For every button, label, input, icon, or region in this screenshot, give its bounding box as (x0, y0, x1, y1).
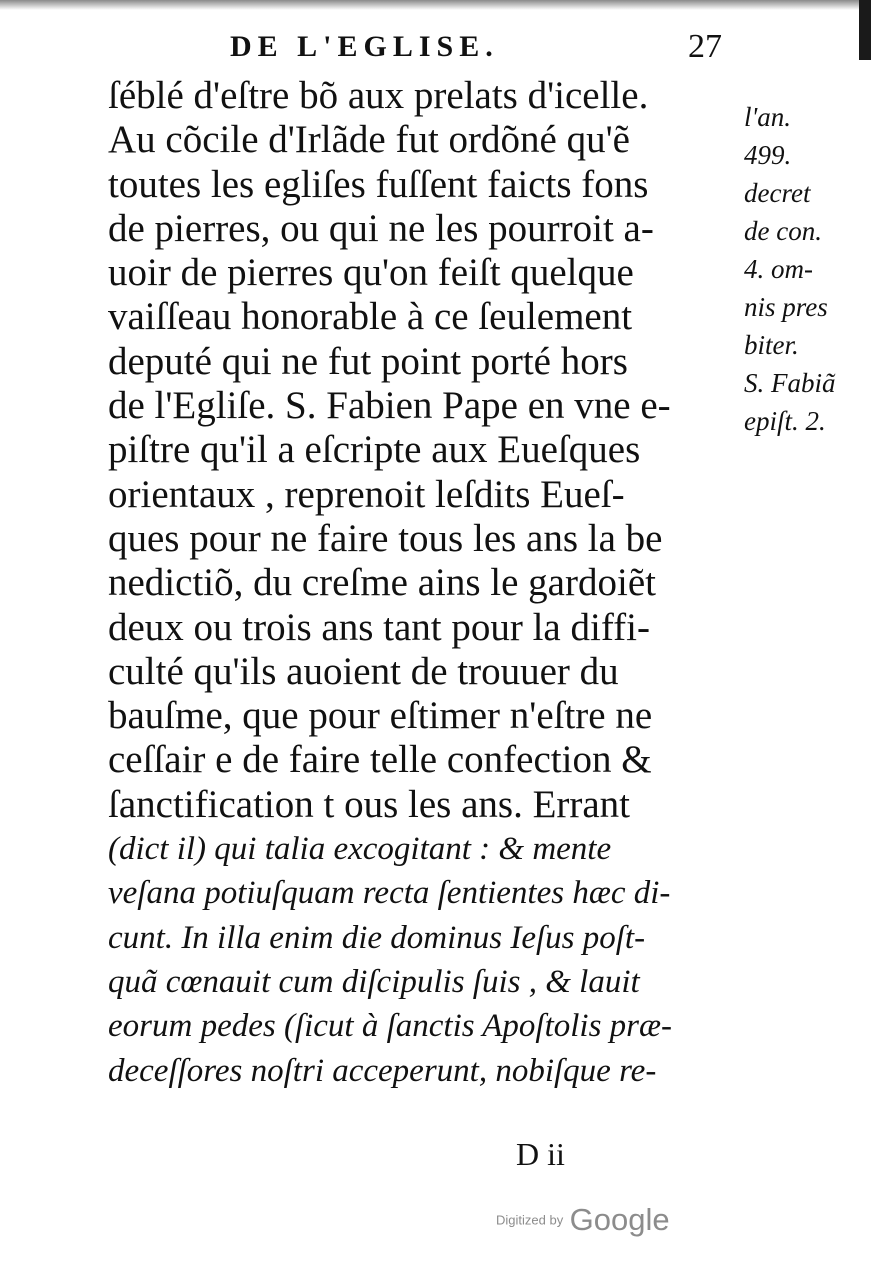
margin-note: l'an. (744, 102, 792, 132)
text-line: ſéblé d'eſtre bõ aux prelats d'icelle. (108, 74, 649, 117)
text-line: ques pour ne faire tous les ans la be (108, 516, 663, 560)
margin-notes (744, 98, 871, 440)
text-line-latin: cunt. In illa enim die dominus Ieſus poſt- (108, 919, 646, 956)
running-head: DE L'EGLISE. (230, 30, 499, 63)
text-line: uoir de pierres qu'on feiſt quelque (108, 251, 634, 295)
text-line: Au cõcile d'Irlãde fut ordõné qu'ẽ (108, 118, 630, 162)
text-line: deputé qui ne fut point porté hors (108, 339, 628, 383)
margin-note: S. Fabiã (744, 368, 836, 398)
text-line-latin: quã cœnauit cum diſcipulis ſuis , & lauit (108, 963, 640, 1000)
page-number: 27 (688, 28, 722, 65)
margin-note: nis pres (744, 292, 828, 322)
text-line: toutes les egliſes fuſſent faicts fons (108, 162, 649, 206)
text-line: culté qu'ils auoient de trouuer du (108, 649, 619, 693)
text-line: vaiſſeau honorable à ce ſeulement (108, 295, 633, 339)
text-line: orientaux , reprenoit leſdits Eueſ- (108, 472, 625, 516)
signature-mark: D ii (516, 1136, 565, 1172)
text-line-latin: eorum pedes (ſicut à ſanctis Apoſtolis præ- (108, 1008, 673, 1045)
text-line-latin: (dict il) qui talia excogitant : & mente (108, 831, 612, 868)
text-line: bauſme, que pour eſtimer n'eſtre ne (108, 694, 653, 738)
text-line: deux ou trois ans tant pour la diffi- (108, 605, 650, 649)
text-line: nedictiõ, du creſme ains le gardoiẽt (108, 561, 656, 605)
google-logo: Google (569, 1202, 670, 1237)
text-line: de pierres, ou qui ne les pourroit a- (108, 206, 654, 250)
text-line: piſtre qu'il a eſcripte aux Eueſques (108, 428, 641, 472)
text-line: ceſſair e de faire telle confection & (108, 738, 652, 782)
text-line-latin: deceſſores noſtri acceperunt, nobiſque re- (108, 1052, 657, 1089)
margin-note: decret (744, 178, 811, 208)
text-line-latin: veſana potiuſquam recta ſentientes hæc di- (108, 875, 671, 912)
body-text (108, 74, 748, 1093)
watermark-prefix: Digitized by (496, 1212, 564, 1228)
margin-note: epiſt. 2. (744, 406, 826, 436)
margin-note: de con. (744, 216, 822, 246)
text-line: de l'Egliſe. S. Fabien Pape en vne e- (108, 384, 671, 428)
text-line: ſanctification t ous les ans. Errant (108, 782, 631, 826)
margin-note: 499. (744, 140, 792, 170)
digitization-watermark (496, 1202, 670, 1238)
margin-note: 4. om- (744, 254, 813, 284)
margin-note: biter. (744, 330, 799, 360)
